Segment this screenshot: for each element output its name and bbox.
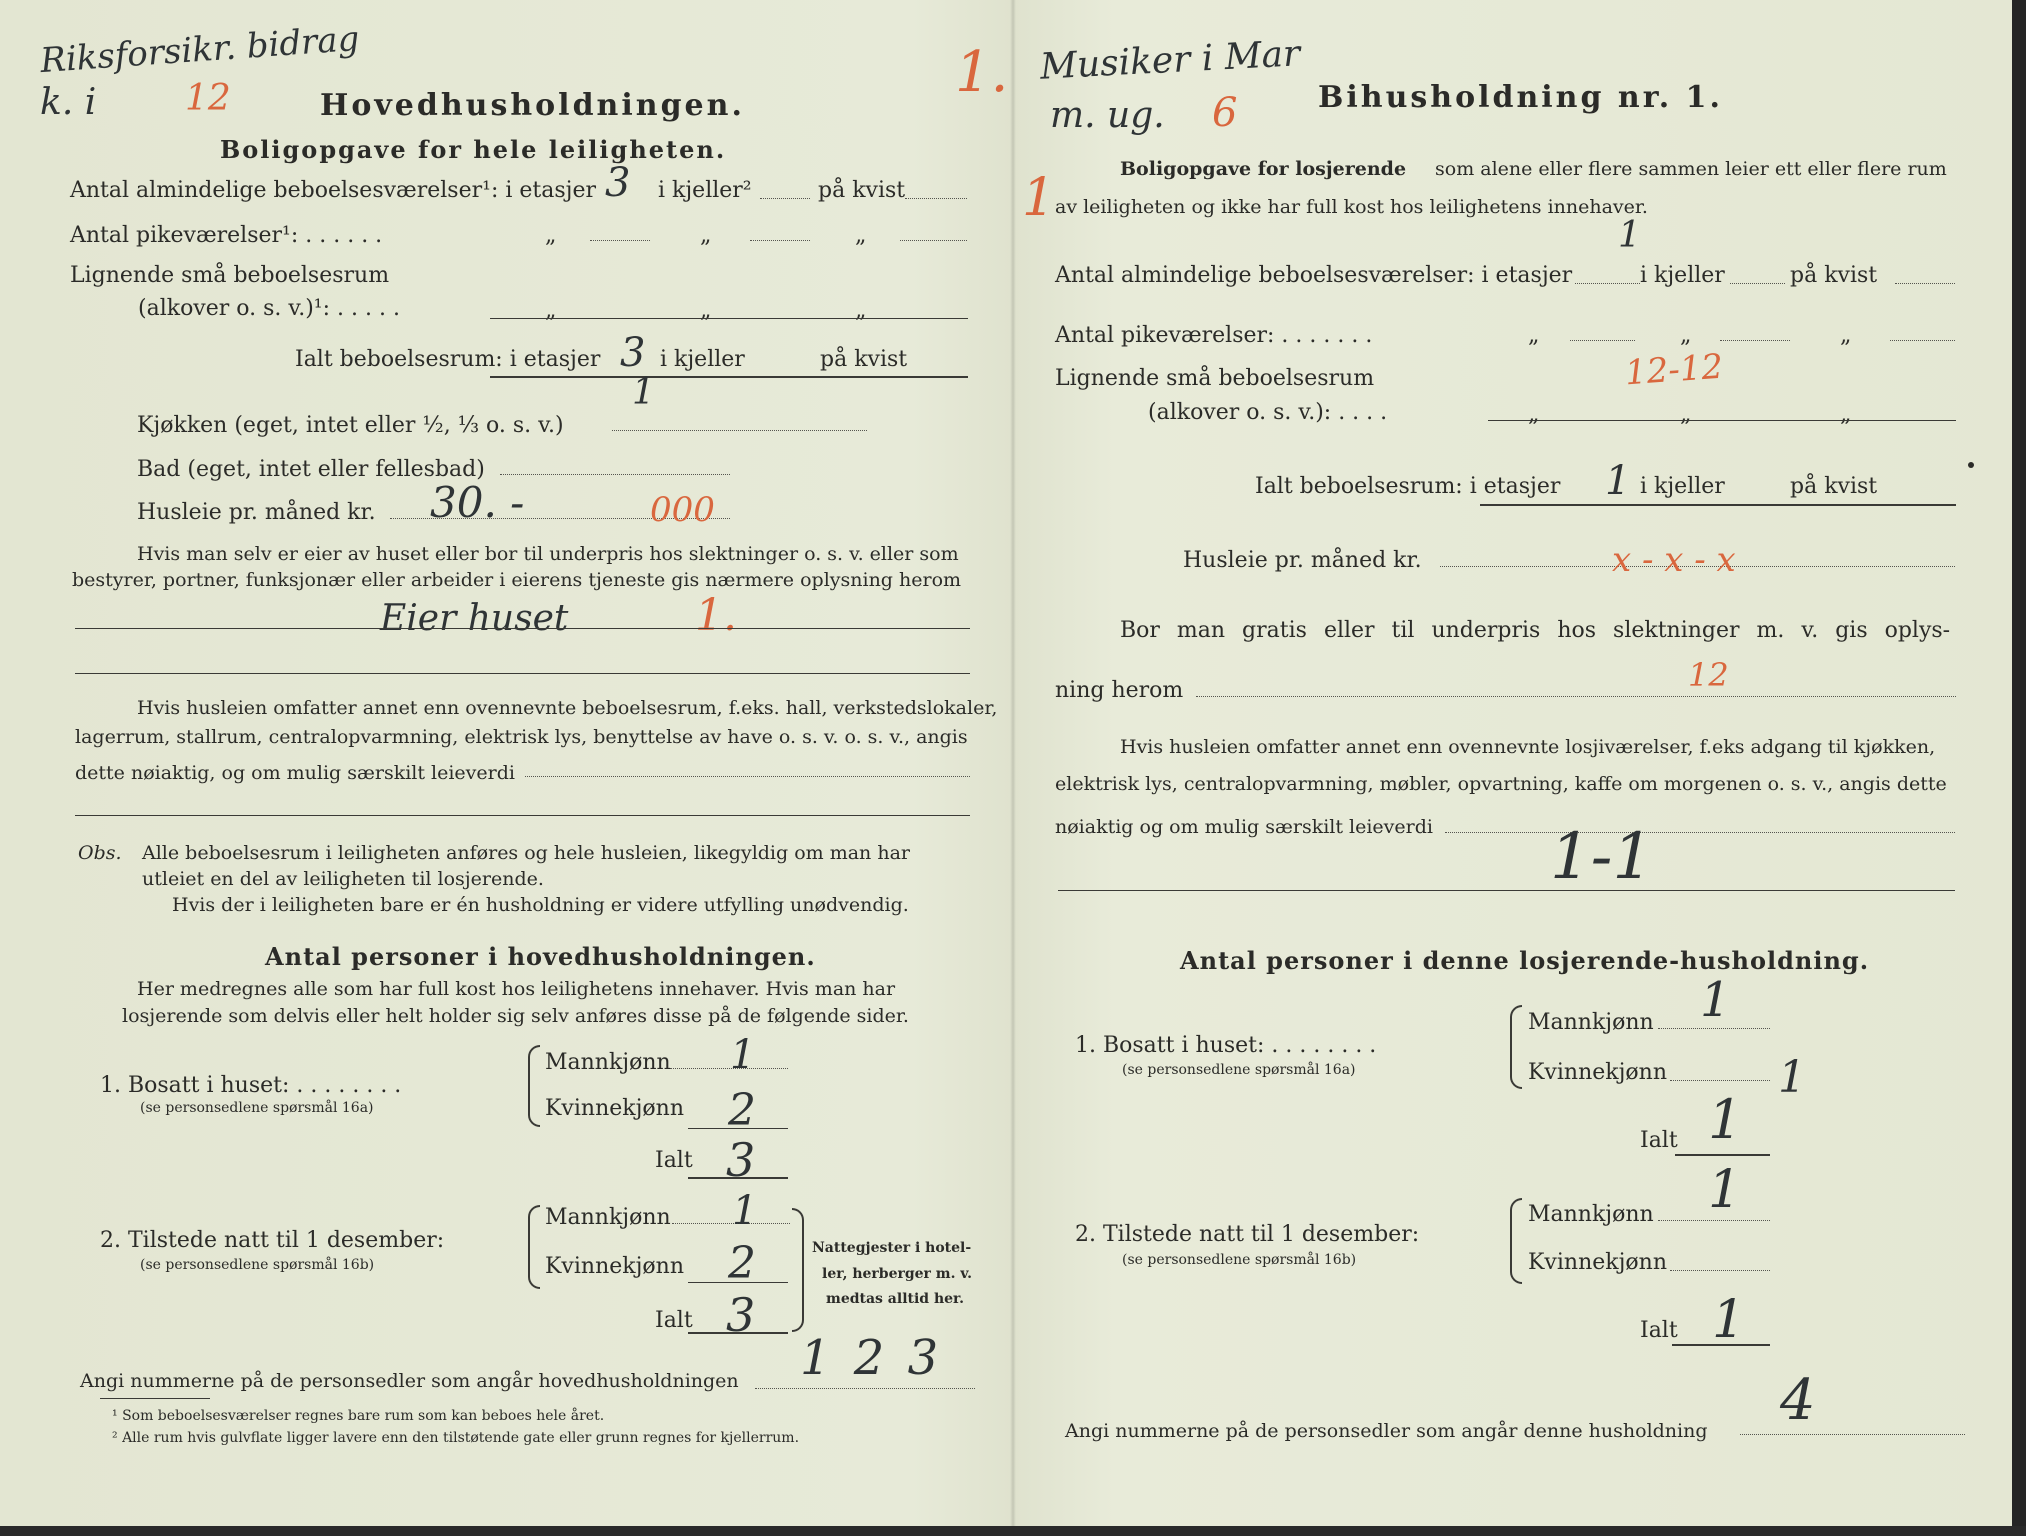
right-ialt-label: Ialt beboelsesrum: i etasjer (1255, 474, 1561, 499)
hw-right-husleie: x - x - x (1612, 540, 1736, 580)
right-q1-label: 1. Bosatt i huset: . . . . . . . . (1075, 1033, 1377, 1058)
left-rooms-kjeller: i kjeller² (658, 178, 752, 203)
left-row-rooms: Antal almindelige beboelsesværelser¹: i etasjer (70, 178, 597, 203)
hw-left-red-12: 12 (185, 78, 231, 119)
left-ialt-kvist: på kvist (820, 347, 908, 372)
hw-left-q1-ialt: 3 (726, 1133, 756, 1187)
left-q2-mann-label: Mannkjønn (545, 1205, 671, 1230)
hw-left-top-note: Riksforsikr. bidrag (38, 18, 361, 82)
hw-left-q1-kvinne: 2 (728, 1085, 756, 1136)
left-husleie-note-2: lagerrum, stallrum, centralopvarmning, elektrisk lys, benyttelse av have o. s. v. o. s. v., angis (75, 726, 968, 748)
hw-right-red-mark: 1 (1022, 168, 1056, 228)
right-q2-kvinne-label: Kvinnekjønn (1528, 1250, 1667, 1275)
right-q1-kvinne-label: Kvinnekjønn (1528, 1060, 1667, 1085)
left-ialt-kjeller: i kjeller (660, 347, 745, 372)
left-q1-label: 1. Bosatt i huset: . . . . . . . . (100, 1073, 402, 1098)
hw-right-q1-kvinne: 1 (1778, 1052, 1806, 1103)
left-q2-right-brace (792, 1208, 804, 1332)
left-eier-note-1: Hvis man selv er eier av huset eller bor til underpris hos slektninger o. s. v. eller som (137, 543, 959, 565)
left-q2-label: 2. Tilstede natt til 1 desember: (100, 1228, 445, 1253)
ditto-mark: „ (855, 223, 867, 248)
left-row-pike: Antal pikeværelser¹: . . . . . . (70, 223, 383, 248)
hw-left-ialt-etasjer: 3 (620, 330, 646, 376)
hw-left-eier-red: 1. (695, 590, 737, 641)
hw-right-top-note: Musiker i Mar (1039, 33, 1302, 88)
hw-page-number: 1. (955, 40, 1009, 105)
right-persons-title: Antal personer i denne losjerende-husholdning. (1180, 946, 1870, 975)
left-q1-ialt-label: Ialt (655, 1148, 693, 1173)
right-gratis-1: Bor man gratis eller til underpris hos slektninger m. v. gis oplys- (1120, 618, 1951, 643)
right-intro-bold: Boligopgave for losjerende (1120, 158, 1407, 180)
right-ialt-kjeller: i kjeller (1640, 474, 1725, 499)
hw-left-husleie: 30. - (430, 478, 525, 527)
hw-right-q1-mann: 1 (1700, 972, 1731, 1028)
right-husleie-note-1: Hvis husleien omfatter annet enn ovennevnte losjiværelser, f.eks adgang til kjøkken, (1120, 736, 1936, 758)
right-husleie: Husleie pr. måned kr. (1183, 548, 1422, 573)
left-husleie-note-1: Hvis husleien omfatter annet enn ovennevnte beboelsesrum, f.eks. hall, verkstedslokaler, (137, 697, 998, 719)
left-ialt-label: Ialt beboelsesrum: i etasjer (295, 347, 601, 372)
right-q1-mann-label: Mannkjønn (1528, 1010, 1654, 1035)
ditto-mark: „ (1840, 402, 1852, 427)
hw-left-angi: 1 2 3 (800, 1330, 943, 1386)
right-intro-1: som alene eller flere sammen leier ett eller flere rum (1435, 158, 1947, 180)
hw-right-etasjer: 1 (1618, 215, 1641, 256)
hw-right-q2-mann: 1 (1708, 1160, 1742, 1220)
left-obs-3: Hvis der i leiligheten bare er én husholdning er videre utfylling unødvendig. (172, 894, 909, 916)
hw-right-gratis: 12 (1688, 656, 1729, 694)
left-persons-note-1: Her medregnes alle som har full kost hos leilighetens innehaver. Hvis man har (137, 978, 896, 1000)
right-title: Bihusholdning nr. 1. (1318, 80, 1723, 115)
left-q1-brace (528, 1045, 540, 1127)
left-row-lignende-1: Lignende små beboelsesrum (70, 263, 390, 288)
hw-left-eier: Eier huset (380, 598, 569, 639)
ditto-mark: „ (855, 298, 867, 323)
hw-left-husleie-red: 000 (650, 490, 715, 530)
left-obs-1: Alle beboelsesrum i leiligheten anføres og hele husleien, likegyldig om man har (142, 842, 910, 864)
ditto-mark: „ (1680, 323, 1692, 348)
page-fold (1010, 0, 1016, 1536)
right-ialt-kvist: på kvist (1790, 474, 1878, 499)
hw-left-q2-kvinne: 2 (728, 1238, 756, 1289)
scan-edge-bottom (0, 1526, 2026, 1536)
right-rooms-kvist: på kvist (1790, 263, 1878, 288)
right-q1-sub: (se personsedlene spørsmål 16a) (1122, 1062, 1356, 1078)
ditto-mark: „ (545, 223, 557, 248)
ditto-mark: „ (1528, 402, 1540, 427)
ditto-mark: „ (1680, 402, 1692, 427)
right-q2-label: 2. Tilstede natt til 1 desember: (1075, 1222, 1420, 1247)
right-q1-ialt-label: Ialt (1640, 1128, 1678, 1153)
left-angi: Angi nummerne på de personsedler som angår hovedhusholdningen (80, 1370, 739, 1392)
ditto-mark: „ (1528, 323, 1540, 348)
scan-edge-right (2012, 0, 2026, 1536)
ditto-mark: „ (545, 298, 557, 323)
left-obs-label: Obs. (78, 842, 122, 864)
left-kjokken: Kjøkken (eget, intet eller ½, ⅓ o. s. v.) (137, 413, 564, 438)
right-angi: Angi nummerne på de personsedler som angår denne husholdning (1065, 1420, 1708, 1442)
right-q2-brace (1510, 1198, 1522, 1284)
hw-left-q2-ialt: 3 (726, 1288, 756, 1342)
ditto-mark: „ (700, 223, 712, 248)
left-q2-sub: (se personsedlene spørsmål 16b) (140, 1257, 375, 1273)
left-natt-note-2: ler, herberger m. v. (822, 1266, 972, 1282)
left-footnote-2: ² Alle rum hvis gulvflate ligger lavere enn den tilstøtende gate eller grunn regnes for kjellerrum. (112, 1430, 800, 1446)
hw-right-q2-ialt: 1 (1712, 1290, 1746, 1350)
right-q2-sub: (se personsedlene spørsmål 16b) (1122, 1252, 1357, 1268)
right-row-lignende-1: Lignende små beboelsesrum (1055, 366, 1375, 391)
hw-right-pike-red: 12-12 (1623, 346, 1725, 394)
hw-left-q1-mann: 1 (730, 1032, 756, 1078)
hw-right-angi: 4 (1780, 1368, 1816, 1433)
hw-left-ki: k. i (40, 82, 97, 123)
right-q2-ialt-label: Ialt (1640, 1318, 1678, 1343)
left-rooms-kvist: på kvist (818, 178, 906, 203)
left-q1-kvinne-label: Kvinnekjønn (545, 1096, 684, 1121)
left-husleie: Husleie pr. måned kr. (137, 500, 376, 525)
right-row-pike: Antal pikeværelser: . . . . . . . (1055, 323, 1373, 348)
left-obs-2: utleiet en del av leiligheten til losjerende. (142, 868, 544, 890)
left-persons-note-2: losjerende som delvis eller helt holder sig selv anføres disse på de følgende sider. (122, 1005, 909, 1027)
hw-right-leieverdi: 1-1 (1550, 820, 1654, 894)
left-eier-note-2: bestyrer, portner, funksjonær eller arbeider i eierens tjeneste gis nærmere oplysning herom (72, 569, 962, 591)
left-q2-brace (528, 1205, 540, 1289)
ditto-mark: „ (700, 298, 712, 323)
left-q2-kvinne-label: Kvinnekjønn (545, 1254, 684, 1279)
right-row-rooms: Antal almindelige beboelsesværelser: i etasjer (1055, 263, 1573, 288)
left-row-lignende-2: (alkover o. s. v.)¹: . . . . . (138, 296, 400, 321)
left-natt-note-3: medtas alltid her. (826, 1291, 965, 1307)
right-gratis-2: ning herom (1055, 678, 1184, 703)
left-q2-ialt-label: Ialt (655, 1308, 693, 1333)
right-husleie-note-2: elektrisk lys, centralopvarmning, møbler, opvartning, kaffe om morgenen o. s. v., angis dette (1055, 773, 1947, 795)
left-q1-mann-label: Mannkjønn (545, 1050, 671, 1075)
left-footnote-1: ¹ Som beboelsesværelser regnes bare rum som kan beboes hele året. (112, 1408, 605, 1424)
right-q1-brace (1510, 1005, 1522, 1089)
right-husleie-note-3: nøiaktig og om mulig særskilt leieverdi (1055, 816, 1433, 838)
right-row-lignende-2: (alkover o. s. v.): . . . . (1148, 400, 1388, 425)
left-husleie-note-3: dette nøiaktig, og om mulig særskilt leieverdi (75, 762, 515, 784)
hw-right-q1-ialt: 1 (1708, 1088, 1743, 1151)
left-q1-sub: (se personsedlene spørsmål 16a) (140, 1100, 374, 1116)
hw-right-mug: m. ug. (1050, 95, 1165, 136)
right-rooms-kjeller: i kjeller (1640, 263, 1725, 288)
left-natt-note-1: Nattegjester i hotel- (812, 1240, 972, 1256)
hw-left-etasjer: 3 (605, 160, 631, 206)
ink-dot (1968, 462, 1974, 468)
left-bad: Bad (eget, intet eller fellesbad) (137, 457, 485, 482)
ditto-mark: „ (1840, 323, 1852, 348)
hw-right-ialt-etasjer: 1 (1605, 458, 1631, 504)
hw-right-red-6: 6 (1212, 90, 1238, 136)
hw-left-kjokken: 1 (632, 372, 655, 413)
left-subtitle: Boligopgave for hele leiligheten. (220, 135, 727, 164)
left-title: Hovedhusholdningen. (320, 88, 745, 123)
right-q2-mann-label: Mannkjønn (1528, 1202, 1654, 1227)
right-intro-2: av leiligheten og ikke har full kost hos leilighetens innehaver. (1055, 196, 1648, 218)
left-persons-title: Antal personer i hovedhusholdningen. (265, 942, 816, 971)
hw-left-q2-mann: 1 (732, 1188, 758, 1234)
